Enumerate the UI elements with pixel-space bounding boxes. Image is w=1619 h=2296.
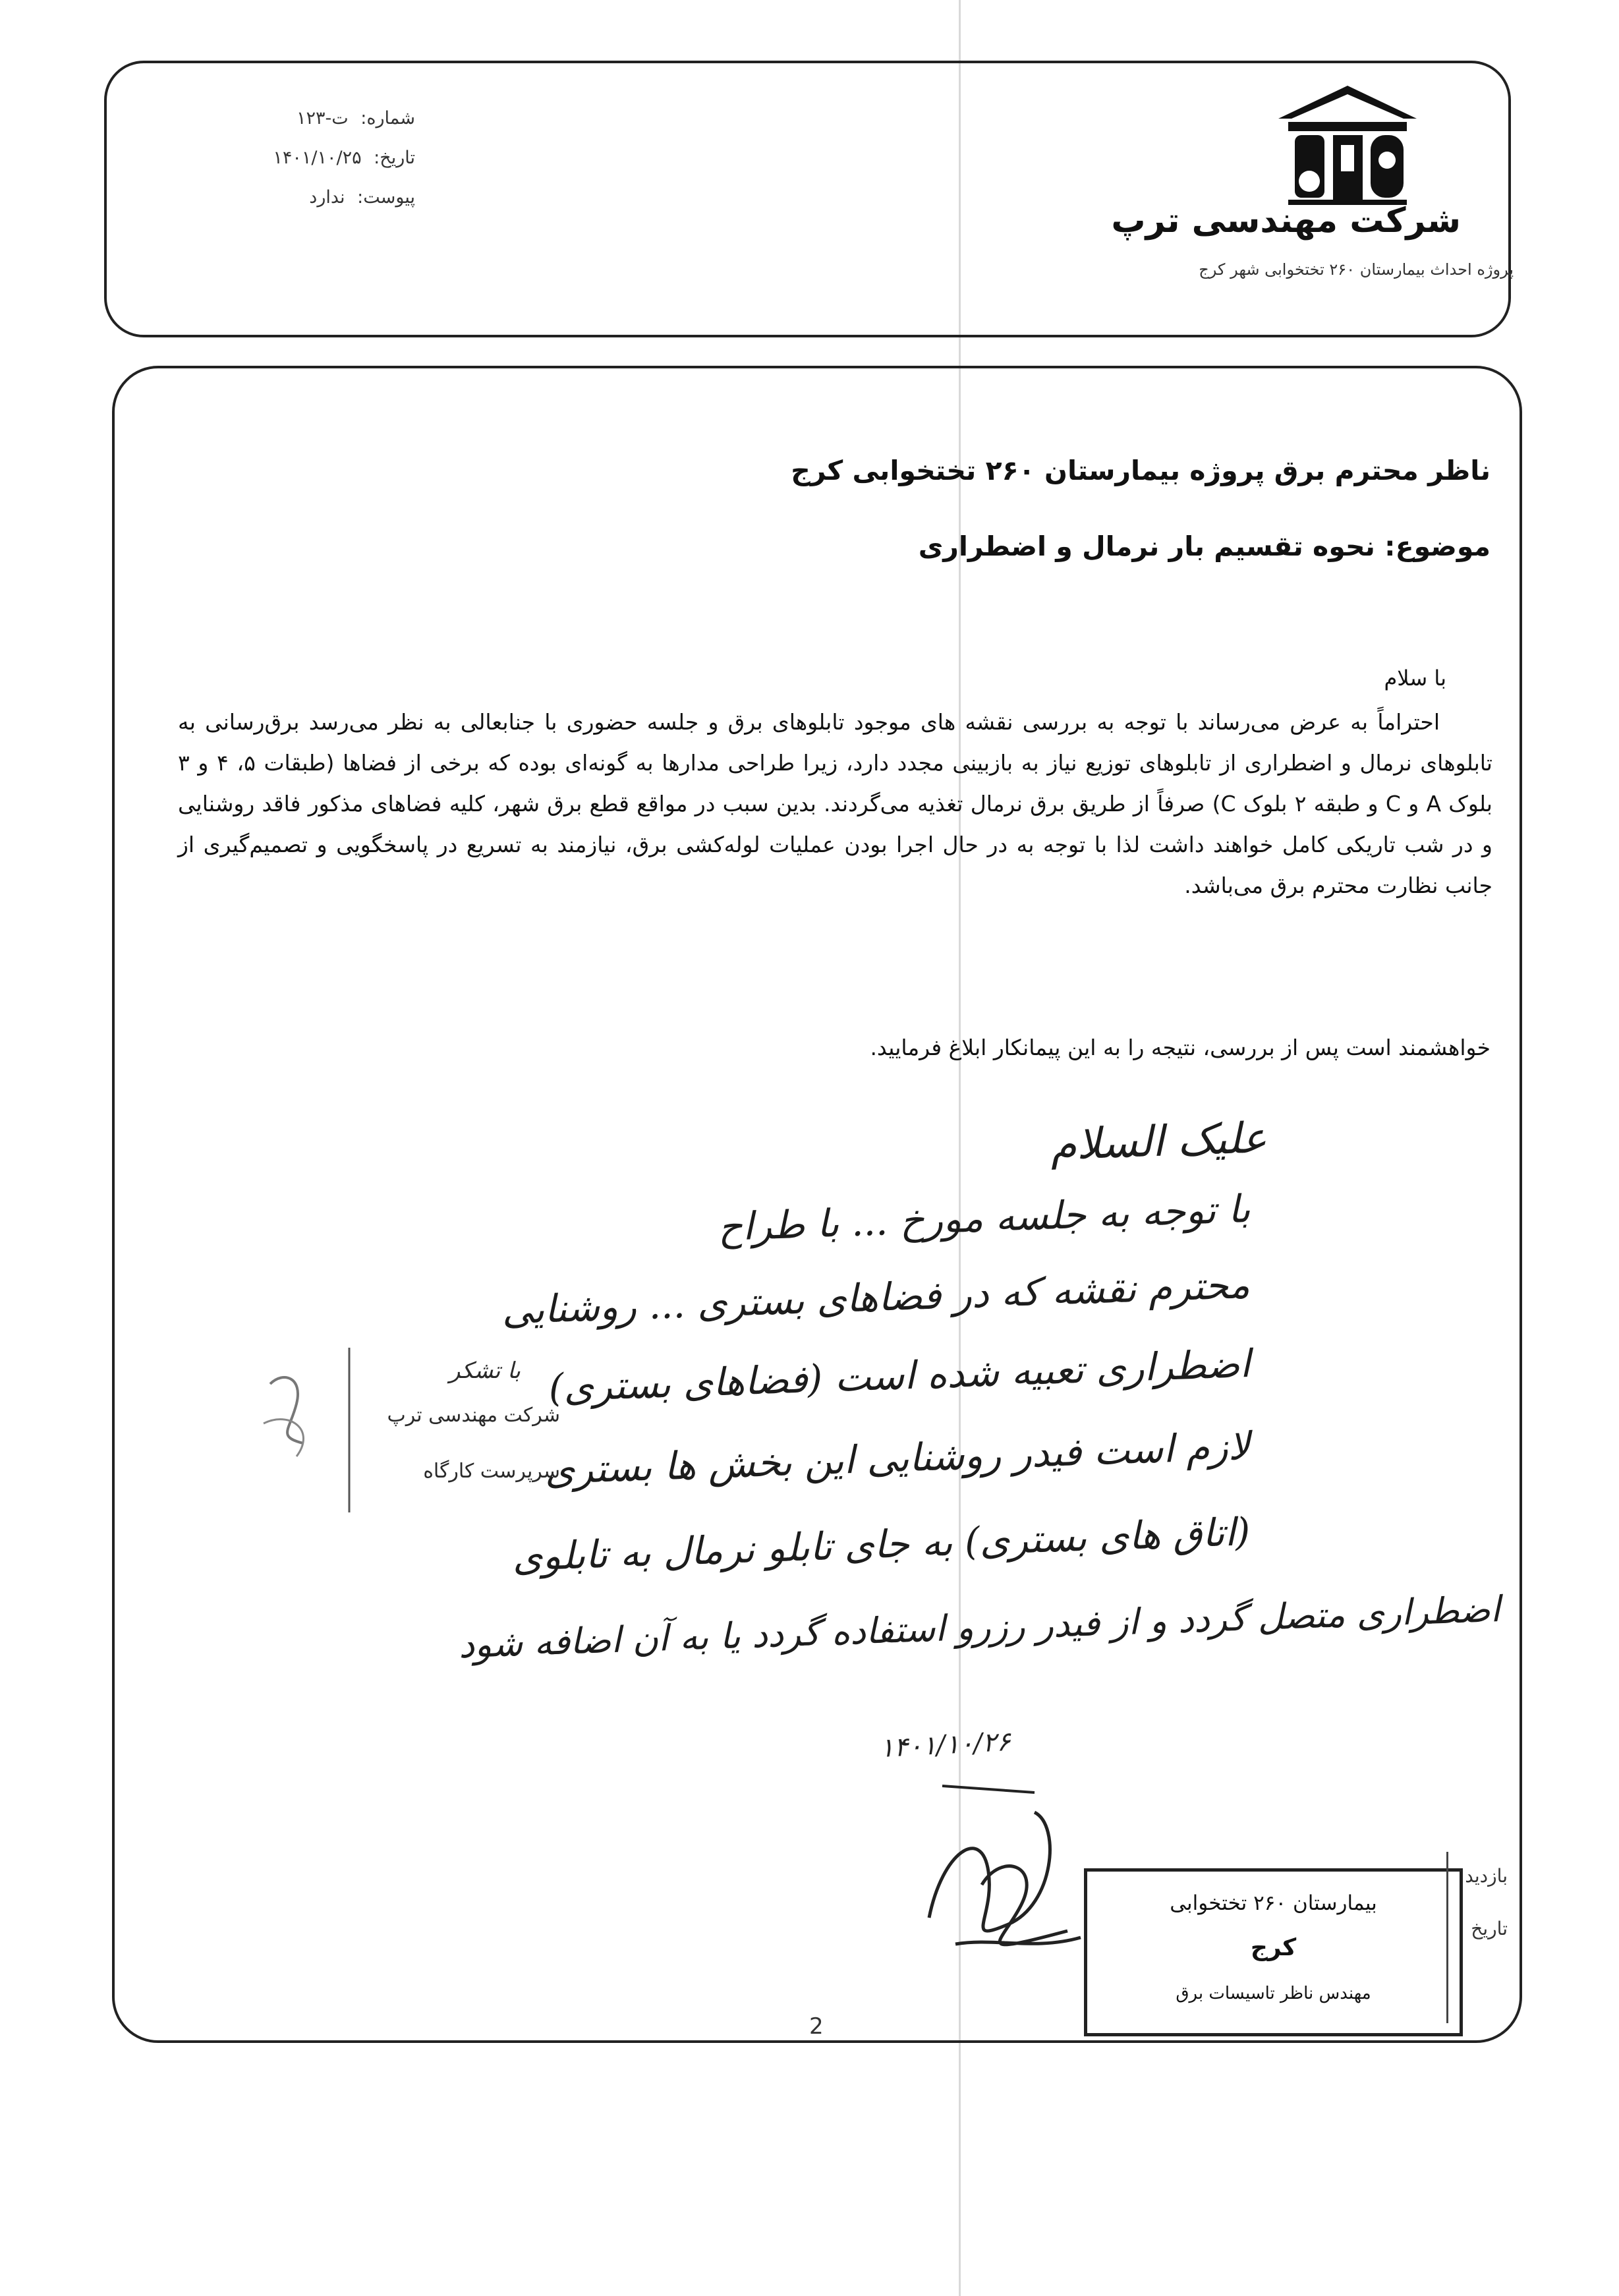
stamp-side-label: بازدید <box>1465 1865 1508 1887</box>
meta-attachment-value: ندارد <box>309 187 345 208</box>
meta-number <box>198 99 415 138</box>
stamp-hospital: بیمارستان ۲۶۰ تختخوابی <box>1170 1891 1377 1915</box>
subject-line: موضوع: نحوه تقسیم بار نرمال و اضطراری <box>918 531 1491 562</box>
handwritten-signature-icon <box>903 1773 1100 1970</box>
meta-number-label: شماره: <box>360 108 415 129</box>
meta-date-value: ۱۴۰۱/۱۰/۲۵ <box>273 148 362 168</box>
addressee: ناظر محترم برق پروژه بیمارستان ۲۶۰ تختخوابی کرج <box>791 455 1491 486</box>
meta-number-value: ت-۱۲۳ <box>296 108 349 129</box>
handwritten-line: محترم نقشه که در فضاهای بستری ... روشنایی <box>501 1262 1251 1333</box>
project-line: پروژه احداث بیمارستان ۲۶۰ تختخوابی شهر کرج <box>1199 260 1514 279</box>
page-number: 2 <box>809 2013 824 2040</box>
stamp-company: شرکت مهندسی ترپ <box>387 1404 560 1427</box>
meta-date-label: تاریخ: <box>374 148 415 168</box>
supervisor-stamp <box>1084 1868 1463 2036</box>
handwritten-line: لازم است فیدر روشنایی این بخش ها بستری <box>544 1423 1251 1493</box>
handwritten-line: اضطراری متصل گردد و از فیدر رزرو استفاده گردد یا به آن اضافه شود <box>458 1588 1502 1667</box>
stamp-thanks: با تشکر <box>449 1358 521 1384</box>
handwritten-line: علیک السلام <box>1049 1114 1268 1170</box>
handwritten-line: با توجه به جلسه مورخ ... با طراح <box>716 1186 1251 1250</box>
company-name: شرکت مهندسی ترپ <box>1111 201 1461 241</box>
letter-meta <box>198 99 415 217</box>
letter-body: احتراماً به عرض می‌رساند با توجه به بررسی نقشه های موجود تابلوهای برق و جلسه حضوری با جنابعالی به نظر می‌رسد برق‌رسانی به تابلوهای نرمال و اضطراری از تابلوهای توزیع نیاز به بازبینی مجدد دارد، زیرا طراحی مدارها به گونه‌ای بوده که برخی از فضاها (طبقات ۵، ۴ و ۳ بلوک A و C و طبقه ۲ بلوک C) صرفاً از طریق برق نرمال تغذیه می‌گردند. بدین سبب در مواقع قطع برق شهر، کلیه فضاهای مذکور فاقد روشنایی و در شب تاریکی کامل خواهند داشت لذا با توجه به در حال اجرا بودن عملیات لوله‌کشی برق، نیازمند به تسریع در پاسخگویی و تصمیم‌گیری از جانب نظارت محترم برق می‌باشد. <box>178 709 1492 898</box>
meta-attachment-label: پیوست: <box>357 187 415 208</box>
meta-attachment <box>198 178 415 217</box>
meta-date <box>198 138 415 178</box>
greeting: با سلام <box>1384 666 1446 691</box>
stamp-city: کرج <box>1250 1934 1297 1961</box>
closing-line: خواهشمند است پس از بررسی، نتیجه را به این پیمانکار ابلاغ فرمایید. <box>870 1035 1491 1060</box>
stamp-supervisor-title: مهندس ناظر تاسیسات برق <box>1176 1984 1371 2003</box>
stamp-role: سرپرست کارگاه <box>423 1460 560 1483</box>
supervisor-stamp-side <box>1446 1852 1521 2023</box>
handwritten-line: اضطراری تعبیه شده است (فضاهای بستری) <box>548 1341 1251 1411</box>
handwritten-date: ۱۴۰۱/۱۰/۲۶ <box>878 1726 1011 1764</box>
stamp-side-label: تاریخ <box>1471 1918 1508 1939</box>
company-logo-icon <box>1275 82 1420 208</box>
handwritten-line: (اتاق های بستری) به جای تابلو نرمال به تابلوی <box>511 1509 1251 1580</box>
